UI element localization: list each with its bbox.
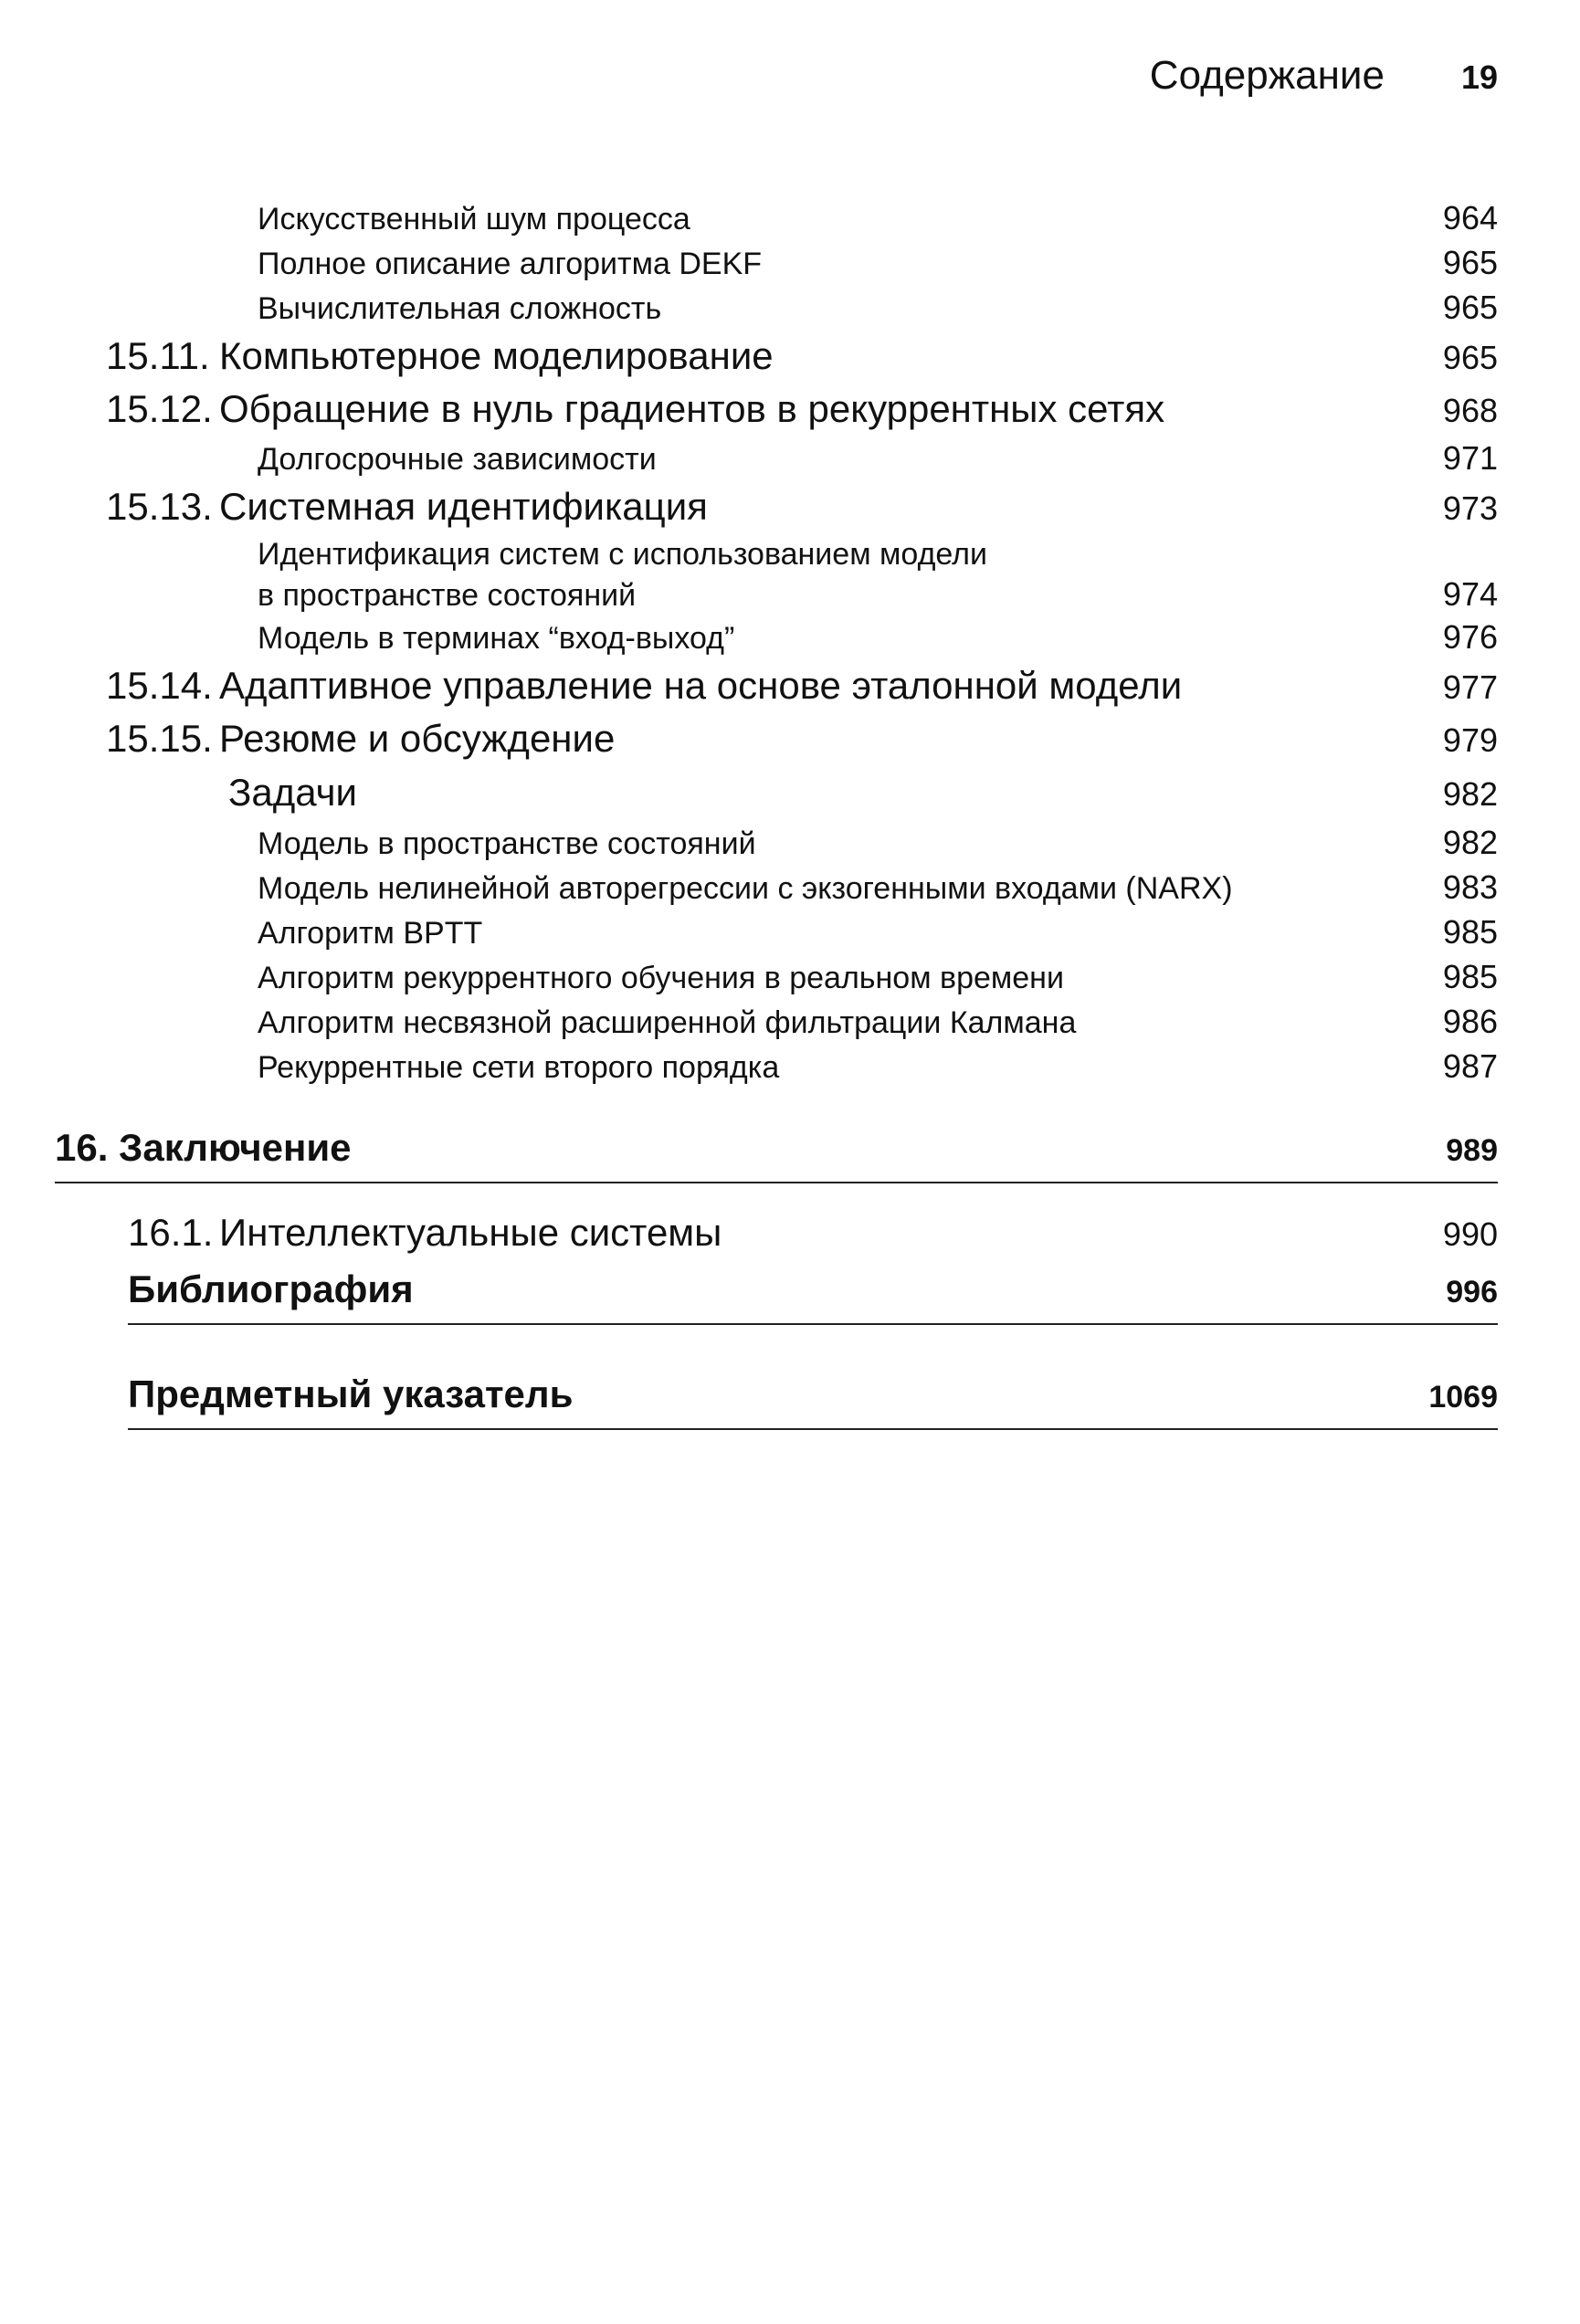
running-header (55, 53, 1498, 99)
index-title: Предметный указатель (128, 1372, 574, 1415)
toc-tasks (55, 766, 1498, 821)
toc-entry-label: Рекуррентные сети второго порядка (258, 1050, 780, 1085)
toc-entry-page: 983 (1442, 868, 1498, 906)
toc-entry-page: 965 (1442, 289, 1498, 326)
section-title: Интеллектуальные системы (219, 1211, 722, 1254)
toc-entry (55, 286, 1498, 331)
toc-entry-page: 965 (1442, 244, 1498, 281)
section-title: Обращение в нуль градиентов в рекуррентных сетях (219, 387, 1165, 430)
toc-entry-label: Модель в терминах “вход-выход” (258, 621, 735, 656)
toc-entry-page: 968 (1442, 392, 1498, 429)
toc-entry-page: 986 (1442, 1003, 1498, 1040)
toc-entry-page: 976 (1442, 618, 1498, 656)
toc-section (55, 1205, 1498, 1262)
toc-entry-page: 982 (1442, 824, 1498, 861)
toc-section (55, 384, 1498, 436)
toc-entry-label: Полное описание алгоритма DEKF (258, 247, 763, 281)
toc-entry (55, 534, 1498, 574)
toc-entry-label: Искусственный шум процесса (258, 202, 690, 237)
header-page-number: 19 (1460, 58, 1498, 96)
bibliography-title: Библиография (128, 1267, 414, 1310)
section-number: 15.11. (106, 334, 210, 377)
section-title: Резюме и обсуждение (219, 717, 616, 760)
toc-entry-page: 990 (1442, 1215, 1498, 1253)
toc-entry (55, 574, 1498, 615)
toc-section (55, 660, 1498, 713)
toc-entry-label: Алгоритм несвязной расширенной фильтрации Калмана (258, 1005, 1077, 1040)
toc-entry-label: Модель в пространстве состояний (258, 826, 756, 861)
toc-bibliography (128, 1262, 1498, 1325)
toc-entry-page: 979 (1442, 721, 1498, 759)
section-number: 15.13. (106, 485, 213, 528)
header-title: Содержание (1149, 53, 1385, 98)
toc-entry-page: 965 (1442, 339, 1498, 376)
section-title: Компьютерное моделирование (219, 334, 774, 377)
toc-entry (55, 1000, 1498, 1045)
chapter-title: 16. Заключение (55, 1126, 352, 1169)
toc-entry-page: 974 (1442, 575, 1498, 613)
toc-index (128, 1367, 1498, 1430)
toc-entry-label-line1: Идентификация систем с использованием модели (258, 537, 988, 572)
toc-entry (55, 241, 1498, 286)
toc-entry (55, 866, 1498, 910)
toc-entry-page: 964 (1442, 199, 1498, 237)
toc-chapter (55, 1120, 1498, 1183)
toc-section (55, 713, 1498, 766)
toc-section (55, 331, 1498, 384)
toc-entry-label: Долгосрочные зависимости (258, 442, 657, 477)
toc-entry-label: Алгоритм BPTT (258, 916, 483, 951)
toc-entry (55, 1045, 1498, 1089)
section-title: Адаптивное управление на основе эталонной модели (219, 664, 1183, 707)
section-number: 15.12. (106, 387, 213, 430)
toc-entry-label: Алгоритм рекуррентного обучения в реальном времени (258, 961, 1064, 995)
toc-entry-label: Вычислительная сложность (258, 291, 662, 326)
toc-entry-page: 973 (1442, 489, 1498, 527)
section-number: 15.14. (106, 664, 213, 707)
toc-entry (55, 436, 1498, 481)
toc-entry (55, 196, 1498, 241)
section-number: 16.1. (128, 1211, 214, 1254)
toc-entry (55, 821, 1498, 866)
section-title: Системная идентификация (219, 485, 708, 528)
toc-entry-page: 987 (1442, 1047, 1498, 1085)
toc-entry (55, 910, 1498, 955)
toc-entry (55, 615, 1498, 660)
toc-entry-page: 982 (1442, 775, 1498, 813)
section-number: 15.15. (106, 717, 213, 760)
toc-entry-page: 985 (1442, 958, 1498, 995)
toc-entry-page: 1069 (1428, 1380, 1498, 1414)
toc-entry-label: Модель нелинейной авторегрессии с экзогенными входами (NARX) (258, 871, 1233, 906)
table-of-contents (55, 196, 1498, 1430)
toc-entry-page: 996 (1446, 1275, 1498, 1309)
toc-section (55, 481, 1498, 534)
toc-entry (55, 955, 1498, 1000)
toc-entry-page: 989 (1446, 1133, 1498, 1168)
tasks-title: Задачи (228, 771, 358, 814)
toc-entry-label-line2: в пространстве состояний (258, 578, 637, 613)
toc-entry-page: 977 (1442, 668, 1498, 706)
toc-entry-page: 985 (1442, 913, 1498, 951)
toc-entry-page: 971 (1442, 439, 1498, 477)
